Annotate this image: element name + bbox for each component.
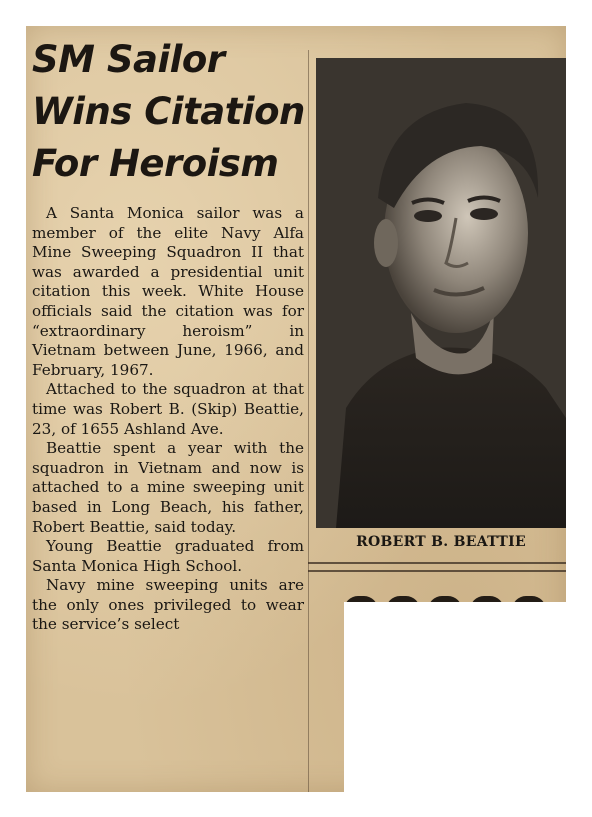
- article-paragraph: Attached to the squadron at that time was Robert B. (Skip) Beattie, 23, of 1655 Ashland Ave.: [32, 380, 304, 438]
- section-divider: [308, 562, 566, 564]
- article-paragraph: Beattie spent a year with the squadron in Vietnam and now is attached to a mine sweeping unit based in Long Beach, his father, Robert Beattie, said today.: [32, 439, 304, 536]
- portrait-image: [316, 58, 566, 528]
- section-divider: [308, 570, 566, 572]
- portrait-photo: [316, 58, 566, 528]
- article-body: [32, 204, 304, 635]
- column-divider: [308, 50, 309, 792]
- newspaper-clipping: [26, 26, 566, 792]
- article-paragraph: Navy mine sweeping units are the only ones privileged to wear the service’s select: [32, 576, 304, 634]
- headline-line-3: For Heroism: [32, 142, 279, 185]
- headline-line-2: Wins Citation: [32, 90, 305, 133]
- article-headline: [32, 34, 322, 190]
- article-paragraph: A Santa Monica sailor was a member of the elite Navy Alfa Mine Sweeping Squadron II that was awarded a presidential unit citation this week. White House officials said the citation was for “extraordinary heroism” in Vietnam between June, 1966, and February, 1967.: [32, 204, 304, 379]
- headline-line-1: SM Sailor: [32, 38, 225, 81]
- torn-blank-area: [344, 602, 566, 792]
- photo-caption: ROBERT B. BEATTIE: [356, 534, 526, 550]
- article-paragraph: Young Beattie graduated from Santa Monica High School.: [32, 537, 304, 575]
